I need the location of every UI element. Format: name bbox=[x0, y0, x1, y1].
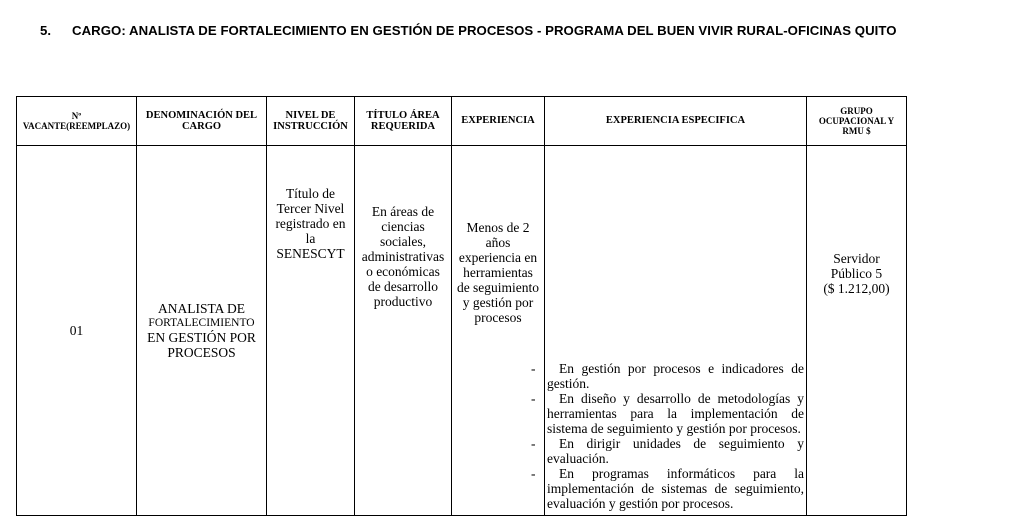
cell-grupo: Servidor Público 5 ($ 1.212,00) bbox=[807, 146, 907, 516]
especifica-item: - En programas informáticos para la implementación de sistemas de seguimiento, evaluación y gestión por procesos. bbox=[547, 466, 804, 511]
cell-titulo: En áreas de ciencias sociales, administrativas o económicas de desarrollo productivo bbox=[355, 146, 452, 516]
header-especifica: EXPERIENCIA ESPECIFICA bbox=[545, 97, 807, 146]
header-vacante: Nº VACANTE(REEMPLAZO) bbox=[17, 97, 137, 146]
cell-vacante: 01 bbox=[17, 146, 137, 516]
section-number: 5. bbox=[40, 23, 52, 38]
header-row bbox=[17, 97, 907, 146]
header-titulo: TÍTULO ÁREA REQUERIDA bbox=[355, 97, 452, 146]
cell-experiencia: Menos de 2 años experiencia en herramientas de seguimiento y gestión por procesos bbox=[452, 146, 545, 516]
especifica-item: - En gestión por procesos e indicadores de gestión. bbox=[547, 361, 804, 391]
cell-nivel: Título de Tercer Nivel registrado en la SENESCYT bbox=[267, 146, 355, 516]
especifica-item: - En dirigir unidades de seguimiento y evaluación. bbox=[547, 436, 804, 466]
table-row bbox=[17, 146, 907, 516]
cargo-table bbox=[16, 96, 907, 516]
section-title: CARGO: ANALISTA DE FORTALECIMIENTO EN GESTIÓN DE PROCESOS - PROGRAMA DEL BUEN VIVIR RURAL-OFICINAS QUITO bbox=[72, 23, 897, 38]
header-experiencia: EXPERIENCIA bbox=[452, 97, 545, 146]
section-heading bbox=[40, 23, 897, 38]
header-denominacion: DENOMINACIÓN DEL CARGO bbox=[137, 97, 267, 146]
header-nivel: NIVEL DE INSTRUCCIÓN bbox=[267, 97, 355, 146]
cell-especifica bbox=[545, 146, 807, 516]
header-grupo: GRUPO OCUPACIONAL Y RMU $ bbox=[807, 97, 907, 146]
especifica-item: - En diseño y desarrollo de metodologías y herramientas para la implementación de sistema de seguimiento y gestión por procesos. bbox=[547, 391, 804, 436]
cell-denominacion: ANALISTA DE FORTALECIMIENTO EN GESTIÓN POR PROCESOS bbox=[137, 146, 267, 516]
